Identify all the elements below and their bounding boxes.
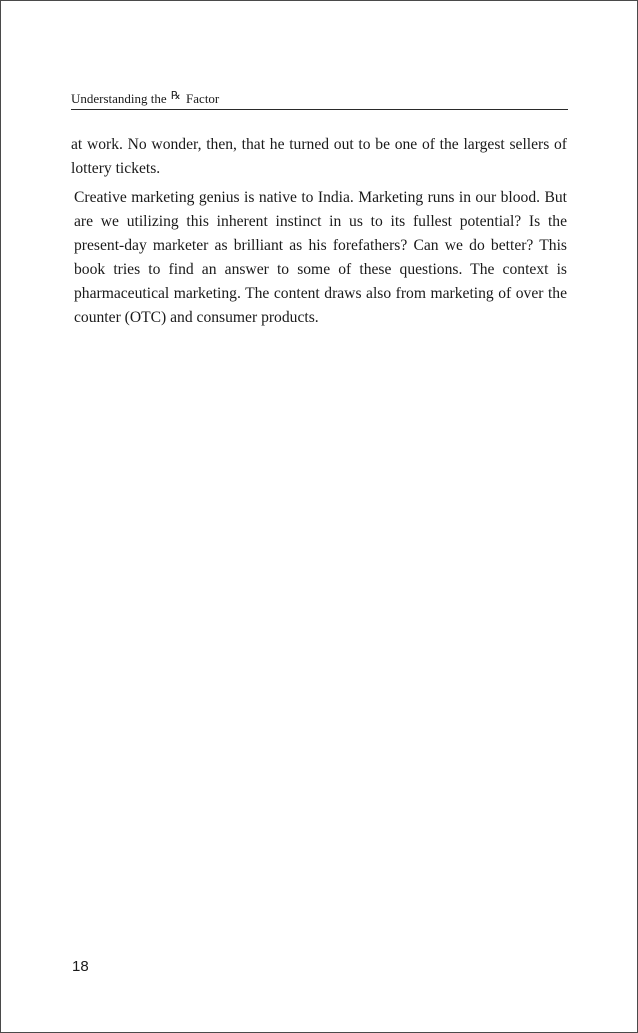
running-head (71, 89, 568, 110)
body-paragraph-1: at work. No wonder, then, that he turned out to be one of the largest sellers of lottery tickets. (71, 136, 567, 177)
page-number: 18 (72, 958, 89, 975)
running-head-suffix: Factor (186, 91, 220, 106)
rx-symbol-icon: ℞ (170, 90, 181, 102)
body-paragraph-2: Creative marketing genius is native to India. Marketing runs in our blood. But are we utilizing this inherent instinct in us to its fullest potential? Is the present-day marketer as brilliant as his forefathers? Can we do better? This book tries to find an answer to some of these questions. The context is pharmaceutical marketing. The content draws also from marketing of over the counter (OTC) and consumer products. (74, 189, 567, 326)
running-head-prefix: Understanding the (71, 91, 167, 106)
